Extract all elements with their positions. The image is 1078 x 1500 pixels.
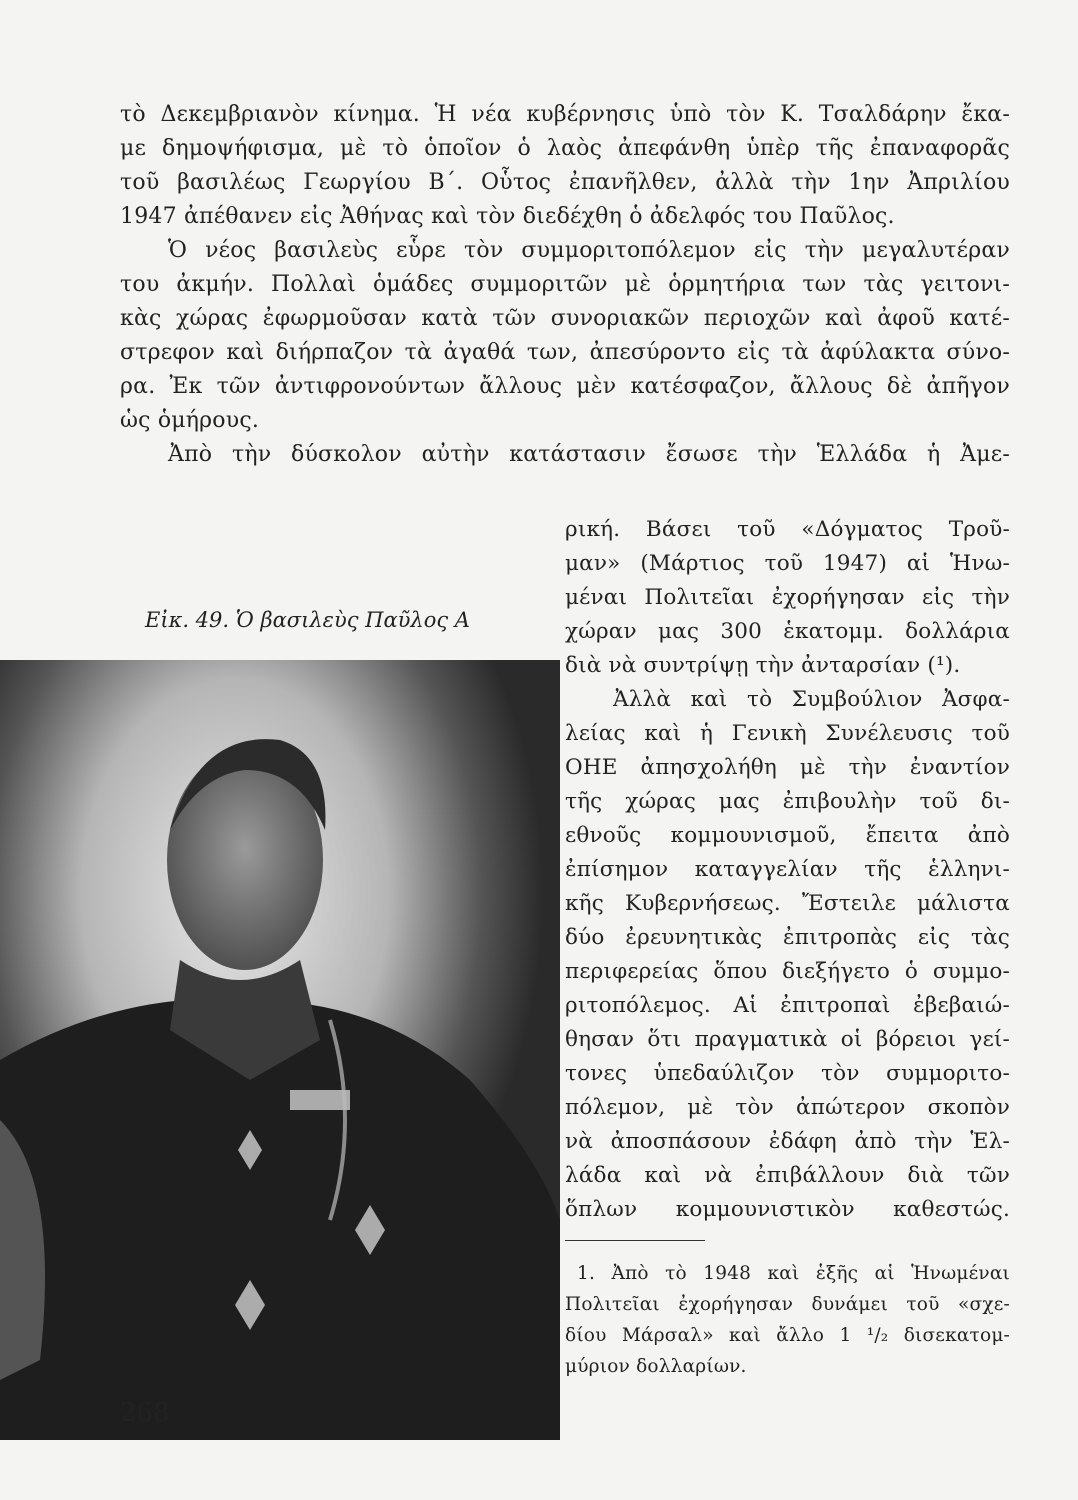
text-line: ΟΗΕ ἀπησχολήθη μὲ τὴν ἐναντίον <box>565 755 1010 780</box>
footnote-divider <box>565 1240 705 1241</box>
text-line: ὡς ὁμήρους. <box>120 408 260 433</box>
text-line: κῆς Κυβερνήσεως. Ἔστειλε μάλιστα <box>565 891 1010 916</box>
text-line: στρεφον καὶ διήρπαζον τὰ ἀγαθά των, ἀπεσύροντο εἰς τὰ ἀφύλακτα σύνο- <box>120 340 1010 365</box>
text-line: τοῦ βασιλέως Γεωργίου Β΄. Οὗτος ἐπανῆλθεν, ἀλλὰ τὴν 1ην Ἀπριλίου <box>120 170 1010 195</box>
text-line: ρική. Βάσει τοῦ «Δόγματος Τροῦ- <box>565 517 1010 542</box>
text-line: ὅπλων κομμουνιστικὸν καθεστώς. <box>565 1197 1010 1222</box>
text-line: του ἀκμήν. Πολλαὶ ὁμάδες συμμοριτῶν μὲ ὁρμητήρια των τὰς γειτονι- <box>120 272 1010 297</box>
text-line: Ἀλλὰ καὶ τὸ Συμβούλιον Ἀσφα- <box>613 687 1010 712</box>
text-line: τὸ Δεκεμβριανὸν κίνημα. Ἡ νέα κυβέρνησις ὑπὸ τὸν Κ. Τσαλδάρην ἔκα- <box>120 102 1010 127</box>
text-line: δίου Μάρσαλ» καὶ ἄλλο 1 ¹/₂ δισεκατομ- <box>565 1325 1010 1346</box>
text-line: περιφερείας ὅπου διεξήγετο ὁ συμμο- <box>565 959 1010 984</box>
text-line: κὰς χώρας ἐφωρμοῦσαν κατὰ τῶν συνοριακῶν περιοχῶν καὶ ἀφοῦ κατέ- <box>120 306 1010 331</box>
text-line: πόλεμον, μὲ τὸν ἀπώτερον σκοπὸν <box>565 1095 1010 1120</box>
text-line: με δημοψήφισμα, μὲ τὸ ὁποῖον ὁ λαὸς ἀπεφάνθη ὑπὲρ τῆς ἐπαναφορᾶς <box>120 136 1010 161</box>
text-line: ἐπίσημον καταγγελίαν τῆς ἑλληνι- <box>565 857 1010 882</box>
text-line: λάδα καὶ νὰ ἐπιβάλλουν διὰ τῶν <box>565 1163 1010 1188</box>
right-column-text <box>565 513 1010 1227</box>
text-line: μαν» (Μάρτιος τοῦ 1947) αἱ Ἡνω- <box>565 551 1010 576</box>
text-line: εθνοῦς κομμουνισμοῦ, ἔπειτα ἀπὸ <box>565 823 1010 848</box>
text-line: δύο ἐρευνητικὰς ἐπιτροπὰς εἰς τὰς <box>565 925 1010 950</box>
page-number: 268 <box>120 1398 170 1428</box>
text-line: θησαν ὅτι πραγματικὰ οἱ βόρειοι γεί- <box>565 1027 1010 1052</box>
text-line: 1. Ἀπὸ τὸ 1948 καὶ ἑξῆς αἱ Ἡνωμέναι <box>577 1263 1010 1284</box>
text-line: ριτοπόλεμος. Αἱ ἐπιτροπαὶ ἐβεβαιώ- <box>565 993 1010 1018</box>
text-line: Ὁ νέος βασιλεὺς εὗρε τὸν συμμοριτοπόλεμον εἰς τὴν μεγαλυτέραν <box>168 238 1010 263</box>
text-line: χώραν μας 300 ἑκατομμ. δολλάρια <box>565 619 1010 644</box>
text-line: λείας καὶ ἡ Γενικὴ Συνέλευσις τοῦ <box>565 721 1010 746</box>
text-line: τῆς χώρας μας ἐπιβουλὴν τοῦ δι- <box>565 789 1010 814</box>
figure-caption: Εἰκ. 49. Ὁ βασιλεὺς Παῦλος Α <box>145 608 470 632</box>
text-line: νὰ ἀποσπάσουν ἐδάφη ἀπὸ τὴν Ἑλ- <box>565 1129 1010 1154</box>
text-line: ρα. Ἐκ τῶν ἀντιφρονούντων ἄλλους μὲν κατέσφαζον, ἄλλους δὲ ἀπῆγον <box>120 374 1010 399</box>
text-line: Ἀπὸ τὴν δύσκολον αὐτὴν κατάστασιν ἔσωσε τὴν Ἑλλάδα ἡ Ἀμε- <box>168 442 1010 467</box>
footnote <box>565 1258 1010 1382</box>
text-line: μύριον δολλαρίων. <box>565 1356 747 1377</box>
text-line: 1947 ἀπέθανεν εἰς Ἀθήνας καὶ τὸν διεδέχθη ὁ ἀδελφός του Παῦλος. <box>120 204 895 229</box>
text-line: Πολιτεῖαι ἐχορήγησαν δυνάμει τοῦ «σχε- <box>565 1294 1010 1315</box>
text-line: μέναι Πολιτεῖαι ἐχορήγησαν εἰς τὴν <box>565 585 1010 610</box>
main-text-block <box>120 98 1010 472</box>
portrait-photo <box>0 660 560 1440</box>
text-line: διὰ νὰ συντρίψῃ τὴν ἀνταρσίαν (¹). <box>565 653 961 678</box>
text-line: τονες ὑπεδαύλιζον τὸν συμμοριτο- <box>565 1061 1010 1086</box>
portrait-image <box>0 660 560 1440</box>
